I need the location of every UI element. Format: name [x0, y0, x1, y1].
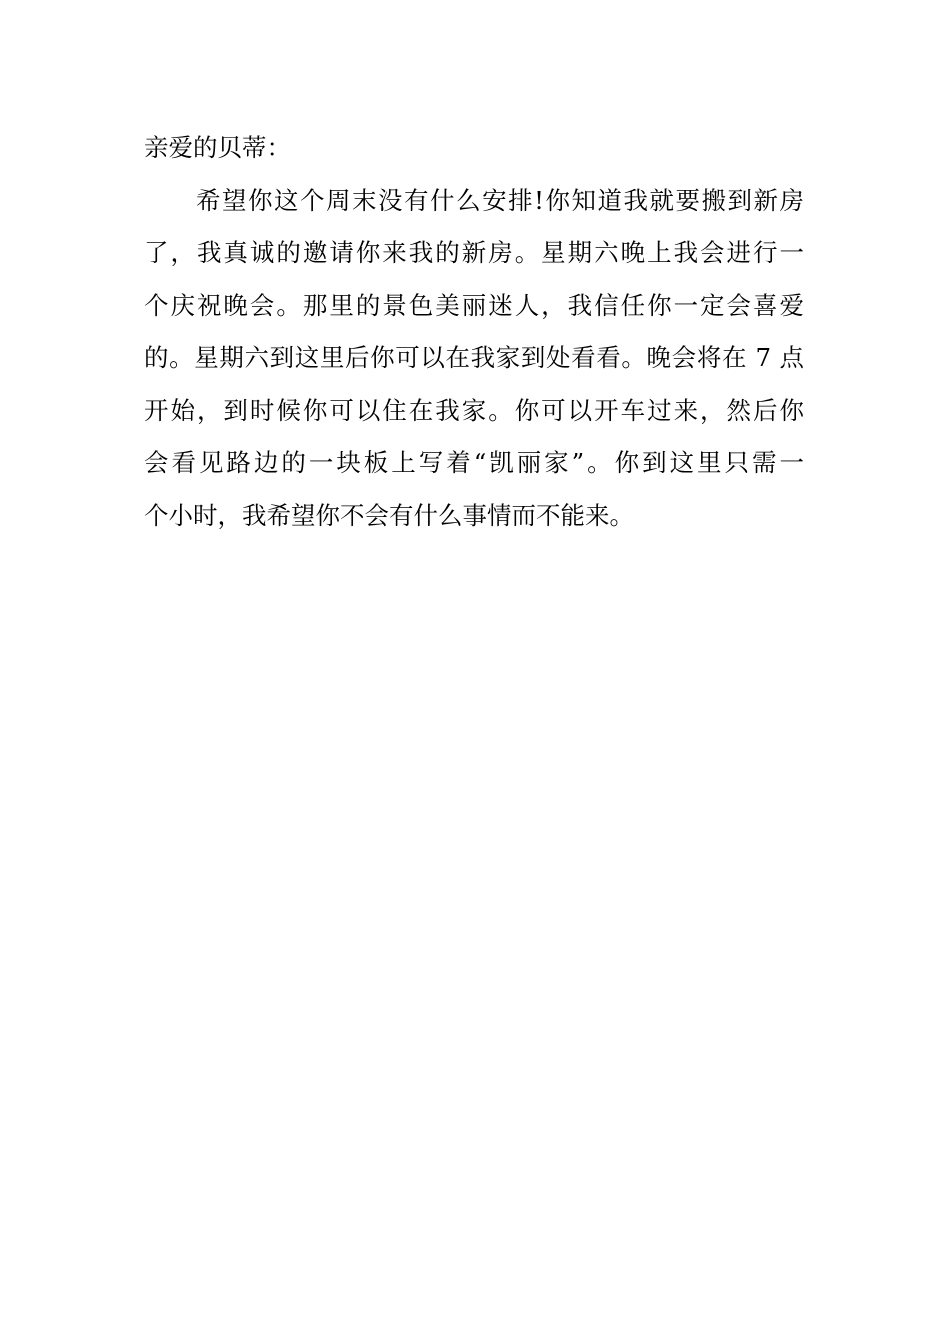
- paragraph-line-3: 个庆祝晚会。那里的景色美丽迷人，我信任你一定会喜爱: [144, 290, 804, 320]
- paragraph-line-5: 开始，到时候你可以住在我家。你可以开车过来，然后你: [144, 395, 804, 425]
- paragraph-line-6: 会看见路边的一块板上写着“凯丽家”。你到这里只需一: [144, 448, 804, 477]
- letter-body: [144, 128, 804, 536]
- paragraph-line-1: 希望你这个周末没有什么安排!你知道我就要搬到新房: [196, 185, 804, 215]
- paragraph-line-7: 个小时，我希望你不会有什么事情而不能来。: [144, 500, 634, 530]
- salutation: 亲爱的贝蒂：: [144, 133, 291, 162]
- paragraph-line-4: 的。星期六到这里后你可以在我家到处看看。晚会将在 7 点: [144, 343, 804, 372]
- paragraph-line-2: 了，我真诚的邀请你来我的新房。星期六晚上我会进行一: [144, 238, 804, 267]
